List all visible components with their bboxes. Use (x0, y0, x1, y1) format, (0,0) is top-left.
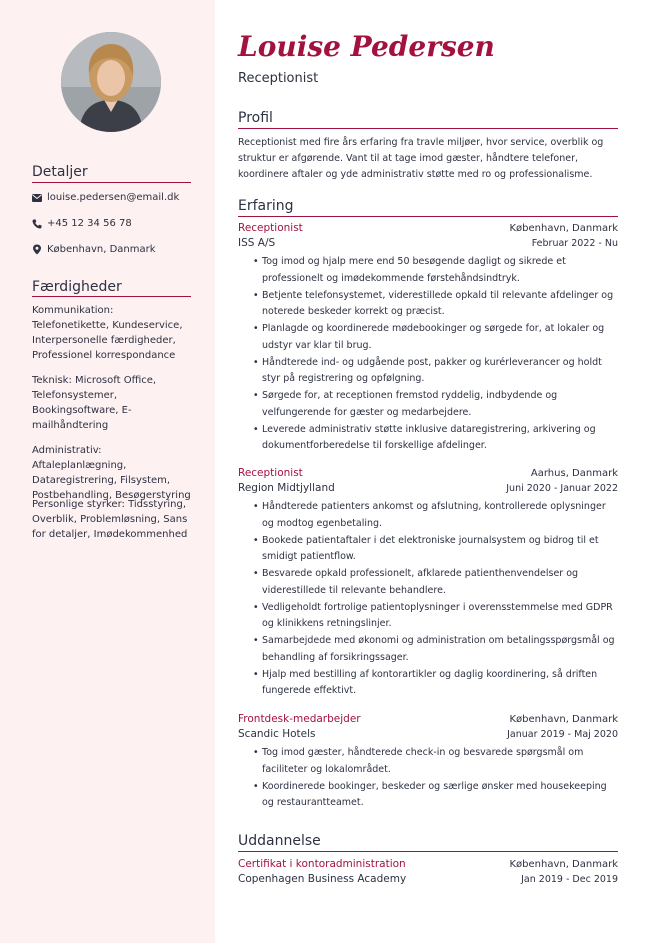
email-detail (32, 192, 179, 203)
skills-title: Færdigheder (32, 279, 122, 295)
experience-title: Erfaring (238, 198, 294, 214)
job-dates: Januar 2019 - Maj 2020 (507, 729, 618, 740)
job-dates: Juni 2020 - Januar 2022 (506, 483, 618, 494)
list-item: • Samarbejdede med økonomi og administration om betalingsspørgsmål og behandling af forsikringssager. (254, 633, 618, 666)
job-location: Aarhus, Danmark (530, 468, 618, 479)
job-company: Region Midtjylland (238, 482, 335, 494)
profile-title: Profil (238, 110, 273, 126)
portrait-image (61, 32, 161, 132)
location-detail (32, 244, 156, 255)
location-pin-icon (32, 244, 42, 255)
profile-text: Receptionist med fire års erfaring fra travle miljøer, hvor service, overblik og struktur er afgørende. Vant til at tage imod gæster, håndtere telefoner, koordinere aftaler og yde administrativ støtte med ro og professionalisme. (238, 137, 604, 180)
job-company: ISS A/S (238, 237, 276, 249)
skills-rule (32, 296, 191, 297)
skill-group: Personlige styrker: Tidsstyring, Overblik, Problemløsning, Sans for detaljer, Imødekommenhed (32, 499, 188, 540)
education-location: København, Danmark (509, 859, 618, 870)
skill-group: Teknisk: Microsoft Office, Telefonsystemer, Bookingsoftware, E-mailhåndtering (32, 375, 157, 431)
job-company: Scandic Hotels (238, 728, 316, 740)
profile-rule (238, 128, 618, 129)
details-title: Detaljer (32, 164, 88, 180)
job-bullets (254, 254, 618, 455)
phone-text: +45 12 34 56 78 (47, 218, 132, 229)
experience-rule (238, 216, 618, 217)
education-rule (238, 851, 618, 852)
list-item: • Håndterede patienters ankomst og afslutning, kontrollerede oplysninger og modtog egenbetaling. (254, 499, 618, 532)
job-bullets (254, 499, 618, 700)
skill-group: Administrativ: Aftaleplanlægning, Dataregistrering, Filsystem, Postbehandling, Besøgerstyring (32, 445, 191, 501)
list-item: • Koordinerede bookinger, beskeder og særlige ønsker med housekeeping og restaurantteamet. (254, 779, 618, 812)
sidebar (0, 0, 215, 943)
phone-icon (32, 219, 42, 229)
list-item: • Planlagde og koordinerede mødebookinger og sørgede for, at lokaler og udstyr var klar til brug. (254, 321, 618, 354)
education-title-item: Certifikat i kontoradministration (238, 858, 406, 870)
list-item: • Bookede patientaftaler i det elektroniske journalsystem og bidrog til et smidigt patientflow. (254, 533, 618, 566)
list-item: • Hjalp med bestilling af kontorartikler og daglig koordinering, så driften fungerede effektivt. (254, 667, 618, 700)
candidate-name: Louise Pedersen (238, 30, 495, 63)
list-item: • Tog imod og hjalp mere end 50 besøgende dagligt og sikrede et professionelt og imødekommende førstehåndsindtryk. (254, 254, 618, 287)
education-school: Copenhagen Business Academy (238, 873, 407, 885)
list-item: • Sørgede for, at receptionen fremstod ryddelig, indbydende og velfungerende for gæster og medarbejdere. (254, 388, 618, 421)
list-item: • Besvarede opkald professionelt, afklarede patienthenvendelser og viderestillede til relevante behandlere. (254, 566, 618, 599)
job-title: Frontdesk-medarbejder (238, 713, 361, 725)
list-item: • Tog imod gæster, håndterede check-in og besvarede spørgsmål om faciliteter og lokalområdet. (254, 745, 618, 778)
location-text: København, Danmark (47, 244, 156, 255)
job-title: Receptionist (238, 467, 303, 479)
job-dates: Februar 2022 - Nu (531, 238, 618, 249)
job-bullets (254, 745, 618, 812)
list-item: • Betjente telefonsystemet, viderestillede opkald til relevante afdelinger og noterede beskeder korrekt og præcist. (254, 288, 618, 321)
education-dates: Jan 2019 - Dec 2019 (521, 874, 618, 885)
profile-photo (61, 32, 161, 132)
skill-group: Kommunikation: Telefonetikette, Kundeservice, Interpersonelle færdigheder, Professionel korrespondance (32, 305, 183, 361)
education-title: Uddannelse (238, 833, 321, 849)
job-location: København, Danmark (509, 714, 618, 725)
list-item: • Håndterede ind- og udgående post, pakker og kurérleverancer og holdt styr på registrering og opfølgning. (254, 355, 618, 388)
email-icon (32, 194, 42, 202)
list-item: • Leverede administrativ støtte inklusive dataregistrering, arkivering og dokumentforberedelse til forskellige afdelinger. (254, 422, 618, 455)
job-location: København, Danmark (509, 223, 618, 234)
job-title: Receptionist (238, 222, 303, 234)
phone-detail (32, 218, 132, 229)
details-rule (32, 182, 191, 183)
email-text: louise.pedersen@email.dk (47, 192, 180, 203)
candidate-role: Receptionist (238, 71, 319, 86)
list-item: • Vedligeholdt fortrolige patientoplysninger i overensstemmelse med GDPR og klinikkens retningslinjer. (254, 600, 618, 633)
